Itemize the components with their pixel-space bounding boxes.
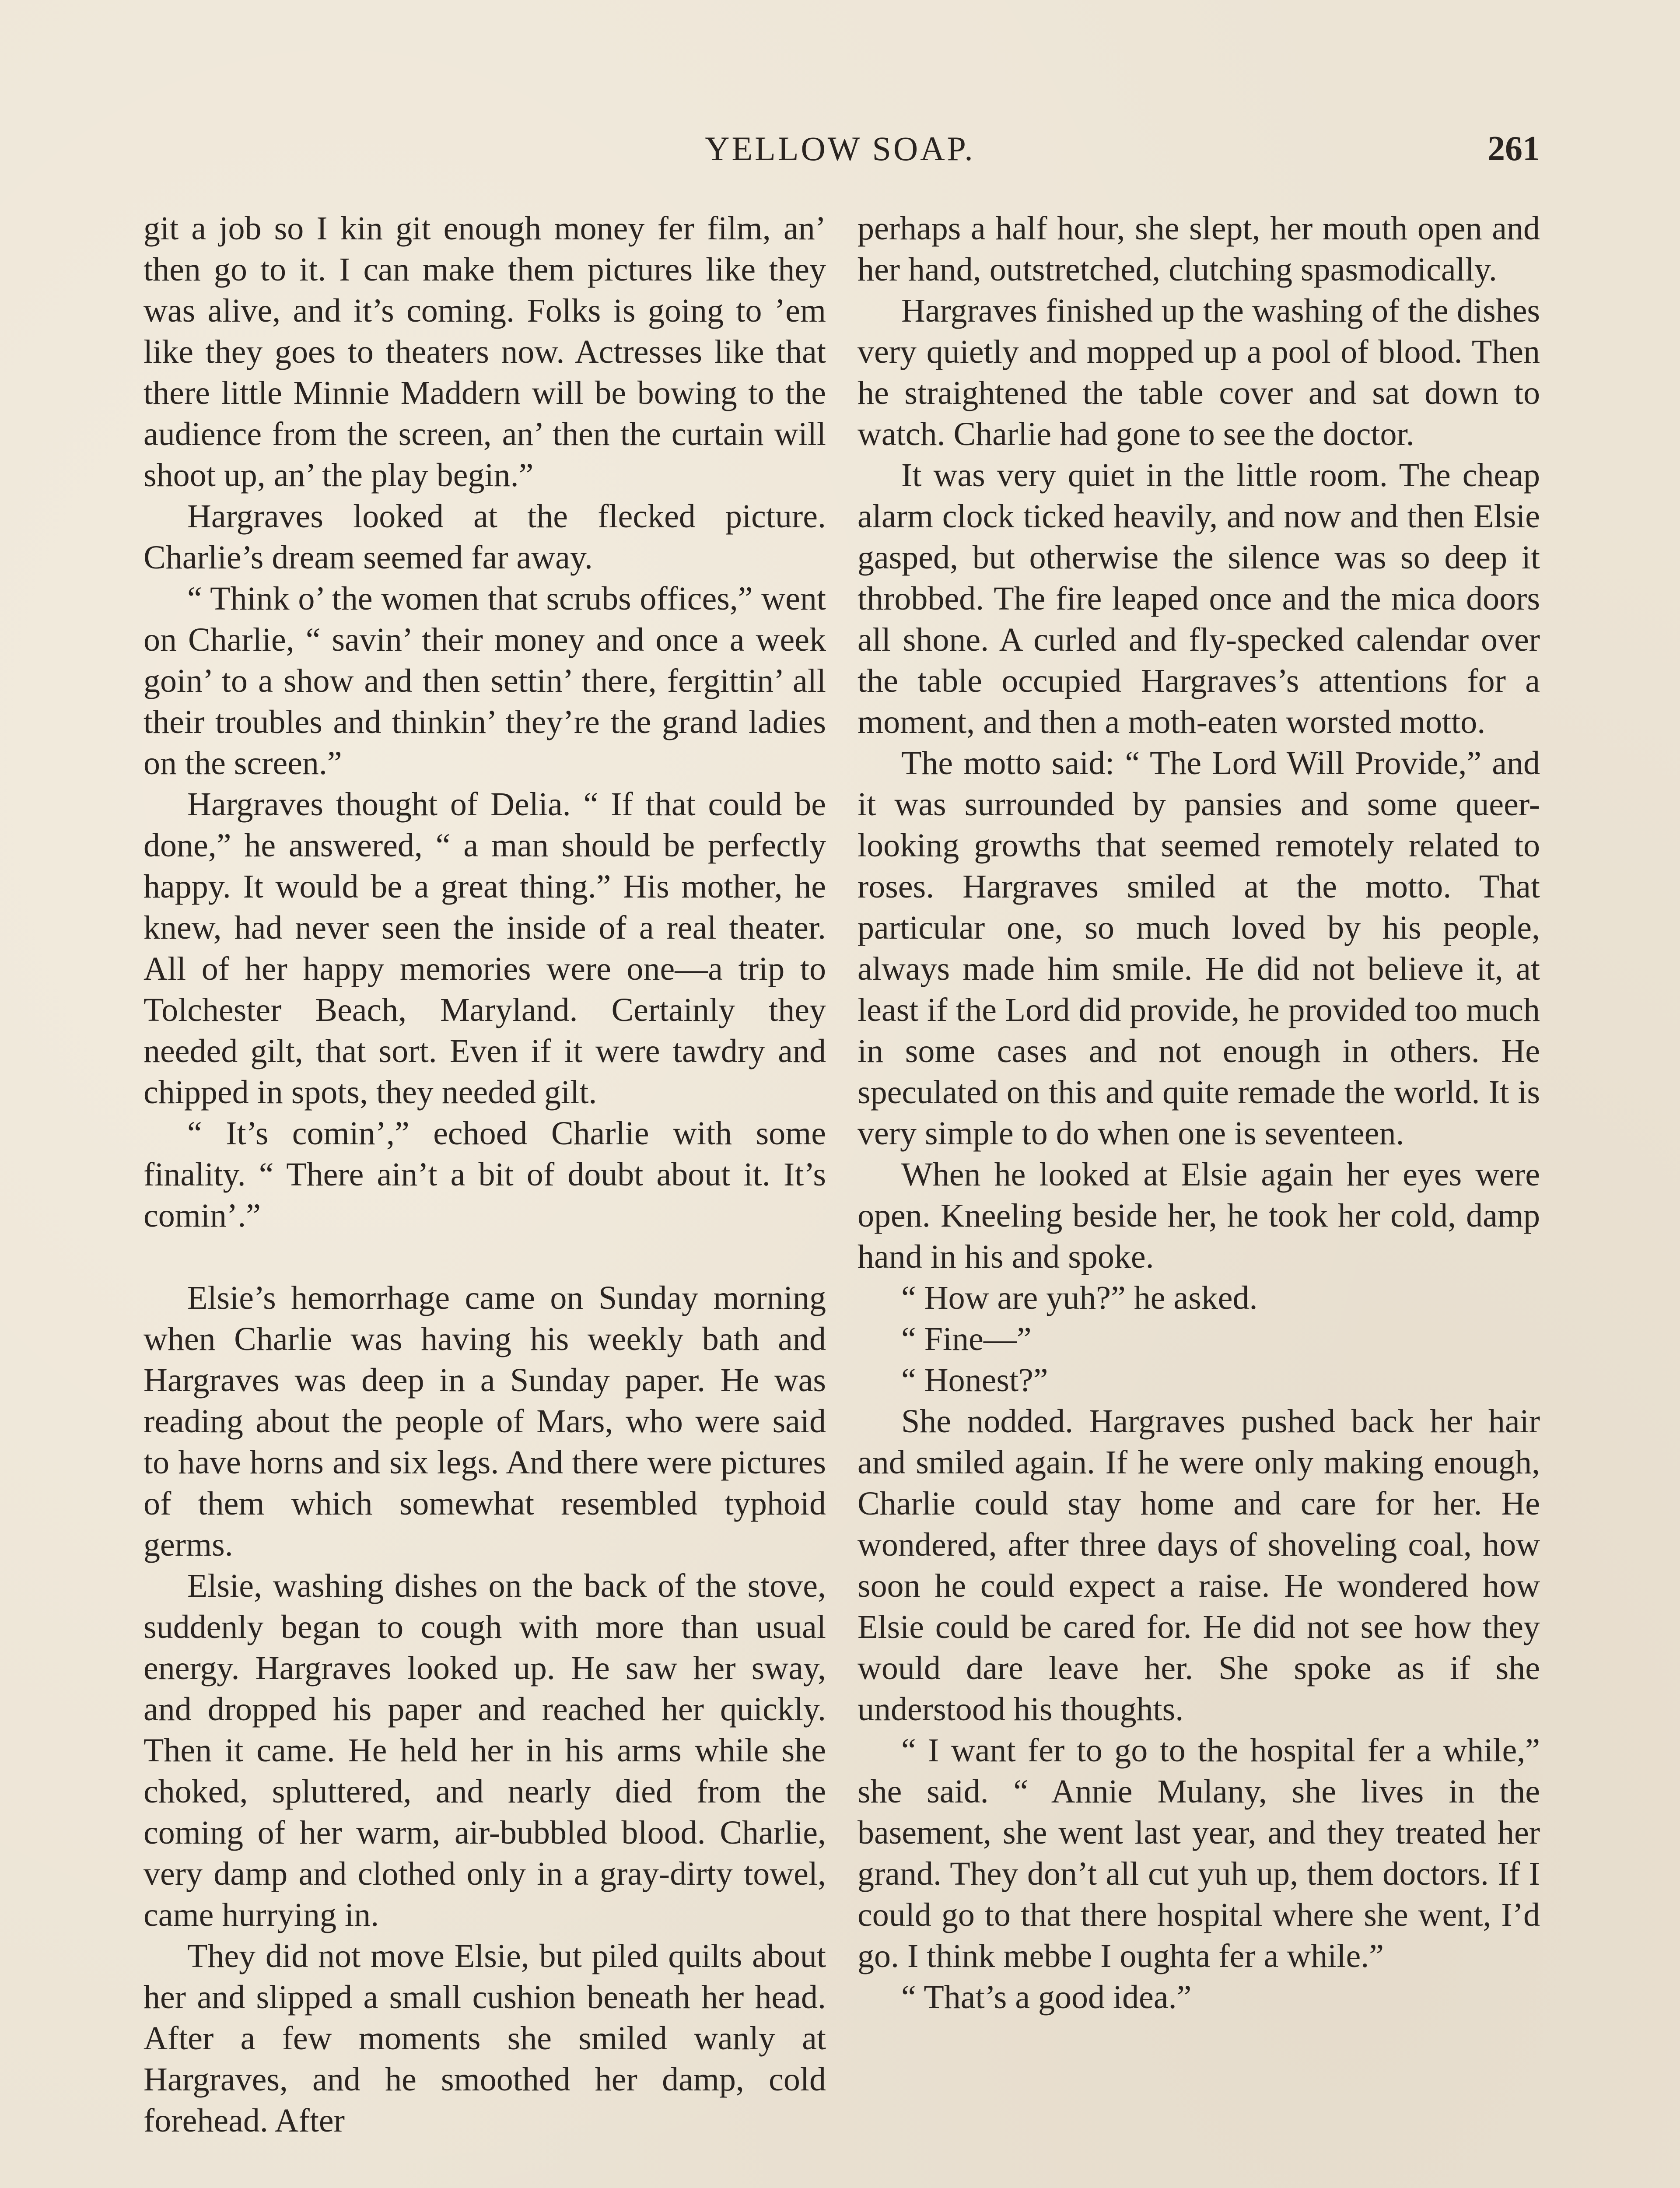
paragraph: Hargraves finished up the washing of the dishes very quietly and mopped up a pool of blood. Then he straightened the table cover and sat down to watch. Charlie had gone to see the doctor. bbox=[858, 292, 1540, 452]
paragraph: The motto said: “ The Lord Will Provide,” and it was surrounded by pansies and some queer-looking growths that seemed remotely related to roses. Hargraves smiled at the motto. That particular one, so much loved by his people, always made him smile. He did not believe it, at least if the Lord did provide, he provided too much in some cases and not enough in others. He speculated on this and quite remade the world. It is very simple to do when one is seventeen. bbox=[858, 745, 1540, 1152]
paragraph: They did not move Elsie, but piled quilts about her and slipped a small cushion beneath her head. After a few moments she smiled wanly at Hargraves, and he smoothed her damp, cold forehead. After bbox=[144, 1938, 826, 2139]
paragraph: “ How are yuh?” he asked. bbox=[901, 1280, 1258, 1316]
paragraph: “ Honest?” bbox=[901, 1362, 1048, 1399]
running-title: YELLOW SOAP. bbox=[705, 130, 975, 168]
paragraph: It was very quiet in the little room. The cheap alarm clock ticked heavily, and now and then Elsie gasped, but otherwise the silence was so deep it throbbed. The fire leaped once and the mica doors all shone. A curled and fly-specked calendar over the table occupied Hargraves’s attentions for a moment, and then a moth-eaten worsted motto. bbox=[858, 457, 1540, 740]
paragraph: Elsie’s hemorrhage came on Sunday morning when Charlie was having his weekly bath and Hargraves was deep in a Sunday paper. He was reading about the people of Mars, who were said to have horns and six legs. And there were pictures of them which somewhat resembled typhoid germs. bbox=[144, 1280, 826, 1563]
paragraph: She nodded. Hargraves pushed back her hair and smiled again. If he were only making enough, Charlie could stay home and care for her. He wondered, after three days of shoveling coal, how soon he could expect a raise. He wondered how Elsie could be cared for. He did not see how they would dare leave her. She spoke as if she understood his thoughts. bbox=[858, 1403, 1540, 1728]
paragraph: “ I want fer to go to the hospital fer a while,” she said. “ Annie Mulany, she lives in the basement, she went last year, and they treated her grand. They don’t all cut yuh up, them doctors. If I could go to that there hospital where she went, I’d go. I think mebbe I oughta fer a while.” bbox=[858, 1732, 1540, 1974]
paragraph: git a job so I kin git enough money fer film, an’ then go to it. I can make them pictures like they was alive, and it’s coming. Folks is going to ’em like they goes to theaters now. Actresses like that there little Minnie Maddern will be bowing to the audience from the screen, an’ then the curtain will shoot up, an’ the play begin.” bbox=[144, 210, 826, 494]
paragraph: When he looked at Elsie again her eyes were open. Kneeling beside her, he took her cold, damp hand in his and spoke. bbox=[858, 1156, 1540, 1275]
page-number: 261 bbox=[1488, 130, 1540, 168]
right-column bbox=[858, 208, 1540, 2018]
paragraph: “ It’s comin’,” echoed Charlie with some finality. “ There ain’t a bit of doubt about it. It’s comin’.” bbox=[144, 1115, 826, 1234]
paragraph: “ Fine—” bbox=[901, 1321, 1032, 1357]
paragraph: perhaps a half hour, she slept, her mouth open and her hand, outstretched, clutching spasmodically. bbox=[858, 210, 1540, 288]
left-column bbox=[144, 208, 826, 2141]
paragraph: “ Think o’ the women that scrubs offices,” went on Charlie, “ savin’ their money and once a week goin’ to a show and then settin’ there, fergittin’ all their troubles and thinkin’ they’re the grand ladies on the screen.” bbox=[144, 580, 826, 782]
paragraph: Hargraves thought of Delia. “ If that could be done,” he answered, “ a man should be perfectly happy. It would be a great thing.” His mother, he knew, had never seen the inside of a real theater. All of her happy memories were one—a trip to Tolchester Beach, Maryland. Certainly they needed gilt, that sort. Even if it were tawdry and chipped in spots, they needed gilt. bbox=[144, 786, 826, 1111]
page-header bbox=[140, 127, 1540, 175]
paragraph: “ That’s a good idea.” bbox=[901, 1979, 1192, 2016]
paragraph: Elsie, washing dishes on the back of the stove, suddenly began to cough with more than usual energy. Hargraves looked up. He saw her sway, and dropped his paper and reached her quickly. Then it came. He held her in his arms while she choked, spluttered, and nearly died from the coming of her warm, air-bubbled blood. Charlie, very damp and clothed only in a gray-dirty towel, came hurrying in. bbox=[144, 1567, 826, 1933]
paragraph: Hargraves looked at the flecked picture. Charlie’s dream seemed far away. bbox=[144, 498, 826, 576]
